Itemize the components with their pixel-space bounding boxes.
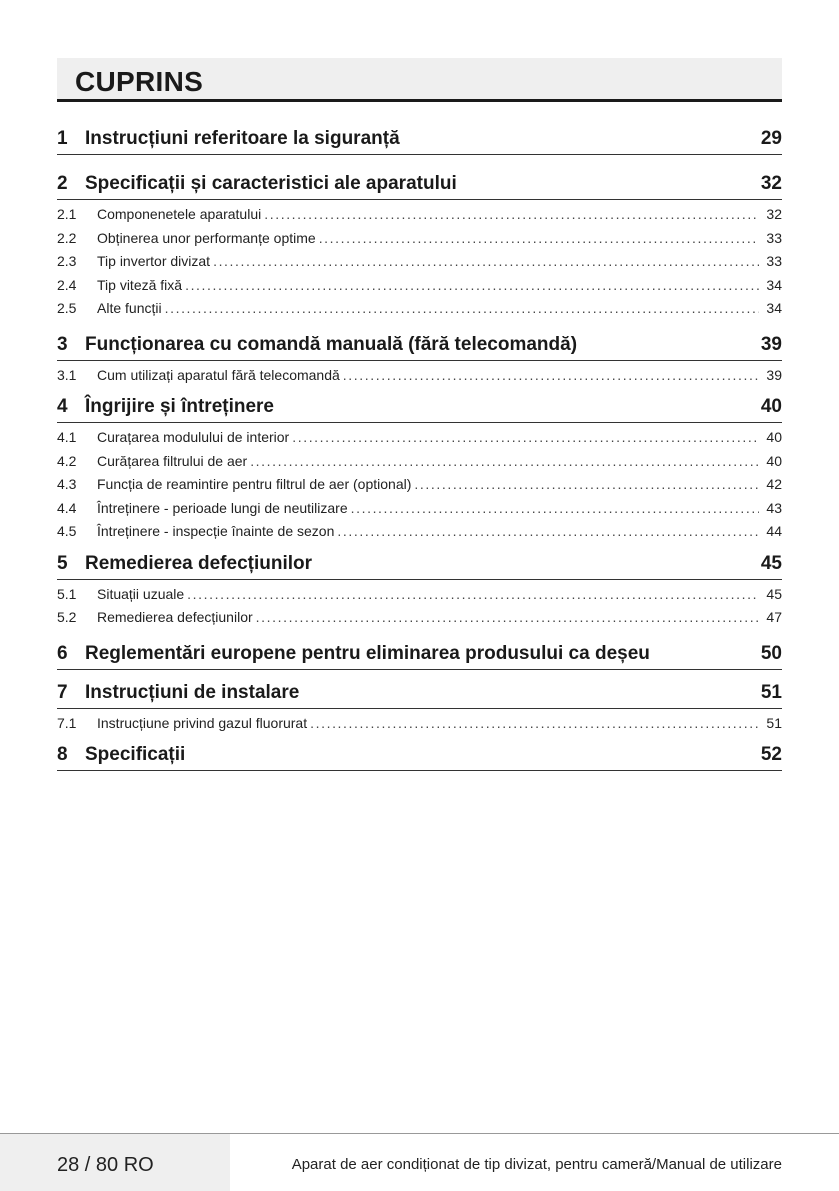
toc-section[interactable] bbox=[57, 715, 782, 739]
toc-section[interactable] bbox=[57, 453, 782, 477]
dot-leader bbox=[319, 230, 759, 246]
chapter-title: Instrucțiuni de instalare bbox=[85, 681, 300, 703]
section-page-number: 34 bbox=[766, 300, 782, 316]
section-title: Întreținere - perioade lungi de neutilizare bbox=[97, 499, 348, 516]
toc-section[interactable] bbox=[57, 300, 782, 324]
section-title: Cum utilizați aparatul fără telecomandă bbox=[97, 366, 340, 383]
section-title: Curățarea filtrului de aer bbox=[97, 452, 248, 469]
chapter-page-number: 52 bbox=[760, 744, 782, 765]
toc-section[interactable] bbox=[57, 523, 782, 547]
dot-leader bbox=[165, 300, 759, 316]
chapter-page-number: 45 bbox=[760, 552, 782, 574]
section-page-number: 43 bbox=[766, 499, 782, 516]
chapter-number: 5 bbox=[57, 552, 68, 574]
dot-leader bbox=[292, 429, 759, 445]
section-number: 5.1 bbox=[57, 585, 77, 602]
section-list bbox=[57, 586, 782, 633]
dot-leader bbox=[343, 367, 759, 383]
toc-chapter[interactable] bbox=[57, 396, 782, 423]
section-number: 4.3 bbox=[57, 476, 77, 492]
dot-leader bbox=[310, 715, 759, 731]
footer bbox=[0, 1133, 839, 1191]
section-title: Situații uzuale bbox=[97, 585, 185, 602]
section-number: 4.2 bbox=[57, 452, 77, 469]
section-list bbox=[57, 429, 782, 547]
section-number: 4.5 bbox=[57, 523, 77, 539]
chapter-number: 2 bbox=[57, 173, 68, 194]
chapter-title: Remedierea defecțiunilor bbox=[85, 552, 313, 574]
section-page-number: 51 bbox=[766, 714, 782, 731]
section-page-number: 39 bbox=[766, 366, 782, 383]
section-number: 2.2 bbox=[57, 229, 77, 246]
chapter-number: 3 bbox=[57, 333, 68, 355]
section-page-number: 40 bbox=[766, 452, 782, 469]
toc-section[interactable] bbox=[57, 367, 782, 391]
chapter-page-number: 29 bbox=[760, 128, 782, 149]
chapter-title: Specificații bbox=[85, 744, 186, 765]
toc-section[interactable] bbox=[57, 277, 782, 301]
section-title: Tip viteză fixă bbox=[97, 276, 183, 293]
toc-chapter[interactable] bbox=[57, 682, 782, 709]
chapter-number: 8 bbox=[57, 744, 68, 765]
toc-section[interactable] bbox=[57, 253, 782, 277]
section-title: Remedierea defecțiunilor bbox=[97, 609, 253, 625]
dot-leader bbox=[256, 609, 759, 625]
chapter-page-number: 51 bbox=[760, 681, 782, 703]
section-number: 2.4 bbox=[57, 276, 77, 293]
toc-chapter[interactable] bbox=[57, 334, 782, 361]
section-number: 4.4 bbox=[57, 499, 77, 516]
chapter-title: Specificații și caracteristici ale aparatului bbox=[85, 173, 457, 194]
toc-chapter[interactable] bbox=[57, 173, 782, 200]
toc-chapter[interactable] bbox=[57, 643, 782, 670]
chapter-number: 1 bbox=[57, 128, 68, 149]
chapter-title: Funcționarea cu comandă manuală (fără telecomandă) bbox=[85, 333, 578, 355]
toc-section[interactable] bbox=[57, 429, 782, 453]
section-number: 2.3 bbox=[57, 253, 77, 269]
section-list bbox=[57, 367, 782, 391]
section-page-number: 42 bbox=[766, 476, 782, 492]
section-number: 3.1 bbox=[57, 366, 77, 383]
section-page-number: 34 bbox=[766, 276, 782, 293]
section-page-number: 33 bbox=[766, 229, 782, 246]
toc-chapter[interactable] bbox=[57, 553, 782, 580]
dot-leader bbox=[250, 453, 759, 469]
section-number: 7.1 bbox=[57, 714, 77, 731]
chapter-page-number: 32 bbox=[760, 173, 782, 194]
toc-section[interactable] bbox=[57, 206, 782, 230]
chapter-page-number: 40 bbox=[760, 396, 782, 417]
chapter-number: 6 bbox=[57, 642, 68, 664]
dot-leader bbox=[337, 523, 759, 539]
chapter-number: 4 bbox=[57, 396, 68, 417]
chapter-title: Reglementări europene pentru eliminarea produsului ca deșeu bbox=[85, 642, 650, 664]
toc-chapter[interactable] bbox=[57, 744, 782, 771]
chapter-title: Instrucțiuni referitoare la siguranță bbox=[85, 128, 400, 149]
section-title: Întreținere - inspecție înainte de sezon bbox=[97, 523, 335, 539]
dot-leader bbox=[414, 476, 759, 492]
section-page-number: 40 bbox=[766, 429, 782, 445]
section-page-number: 44 bbox=[766, 523, 782, 539]
chapter-title: Îngrijire și întreținere bbox=[85, 396, 274, 417]
section-list bbox=[57, 206, 782, 324]
section-title: Instrucțiune privind gazul fluorurat bbox=[97, 714, 308, 731]
section-page-number: 47 bbox=[766, 609, 782, 625]
dot-leader bbox=[264, 206, 759, 222]
section-list bbox=[57, 715, 782, 739]
table-of-contents bbox=[57, 102, 782, 771]
section-title: Obținerea unor performanțe optime bbox=[97, 229, 316, 246]
footer-page-number: 28 / 80 RO bbox=[57, 1154, 154, 1176]
title-band bbox=[57, 58, 782, 102]
dot-leader bbox=[187, 586, 759, 602]
section-number: 5.2 bbox=[57, 609, 77, 625]
section-title: Componenetele aparatului bbox=[97, 206, 262, 222]
chapter-page-number: 39 bbox=[760, 333, 782, 355]
toc-chapter[interactable] bbox=[57, 128, 782, 155]
section-title: Tip invertor divizat bbox=[97, 253, 211, 269]
dot-leader bbox=[351, 500, 759, 516]
section-page-number: 32 bbox=[766, 206, 782, 222]
page-title: CUPRINS bbox=[75, 66, 204, 97]
dot-leader bbox=[185, 277, 759, 293]
toc-section[interactable] bbox=[57, 230, 782, 254]
section-page-number: 33 bbox=[766, 253, 782, 269]
section-number: 2.5 bbox=[57, 300, 77, 316]
dot-leader bbox=[213, 253, 759, 269]
section-title: Alte funcții bbox=[97, 300, 162, 316]
toc-section[interactable] bbox=[57, 609, 782, 633]
toc-section[interactable] bbox=[57, 476, 782, 500]
section-title: Curațarea modulului de interior bbox=[97, 429, 290, 445]
section-page-number: 45 bbox=[766, 585, 782, 602]
toc-section[interactable] bbox=[57, 586, 782, 610]
section-title: Funcția de reamintire pentru filtrul de aer (optional) bbox=[97, 476, 412, 492]
chapter-page-number: 50 bbox=[760, 642, 782, 664]
section-number: 4.1 bbox=[57, 429, 77, 445]
footer-document-title: Aparat de aer condiționat de tip divizat, pentru cameră/Manual de utilizare bbox=[291, 1156, 782, 1173]
chapter-number: 7 bbox=[57, 681, 68, 703]
toc-section[interactable] bbox=[57, 500, 782, 524]
section-number: 2.1 bbox=[57, 206, 77, 222]
